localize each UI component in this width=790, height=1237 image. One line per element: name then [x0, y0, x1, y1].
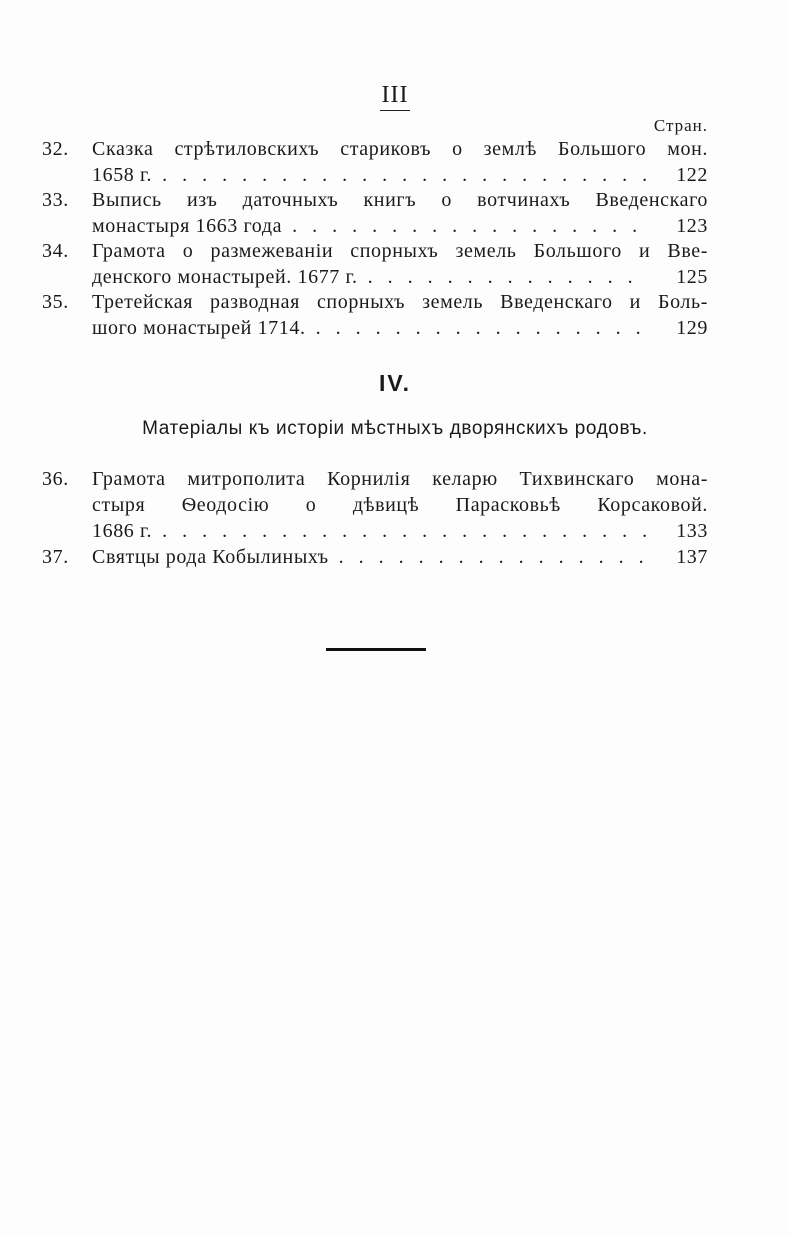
- entry-text-line: монастыря 1663 года . . .: [92, 213, 648, 239]
- toc-entry-35: [42, 289, 708, 341]
- entry-page-number: 133: [676, 520, 708, 542]
- entry-text-line: денского монастырей. 1677 г. . . .: [92, 264, 648, 290]
- toc-entry-33: [42, 187, 708, 239]
- toc-entry-34: [42, 238, 708, 290]
- entry-text-line: шого монастырей 1714. . . .: [92, 315, 648, 341]
- entry-text-line: Выпись изъ даточныхъ книгъ о вотчинахъ Введенскаго: [92, 189, 708, 211]
- section-title: Матеріалы къ исторіи мѣстныхъ дворянскихъ родовъ.: [142, 418, 648, 439]
- entry-number: 34.: [42, 240, 69, 262]
- page-number-header: III: [0, 82, 790, 111]
- toc-entry-36: [42, 466, 708, 544]
- toc-entry-37: [42, 544, 708, 570]
- entry-page-number: 122: [676, 164, 708, 186]
- entry-number: 36.: [42, 468, 69, 490]
- entry-number: 35.: [42, 291, 69, 313]
- pages-column-label: Стран.: [653, 116, 708, 135]
- entry-text-line: Святцы рода Кобылиныхъ . . .: [92, 544, 648, 570]
- entry-text-line: 1686 г. . . .: [92, 518, 648, 544]
- closing-rule: [326, 648, 426, 651]
- entry-text-line: Третейская разводная спорныхъ земель Введенскаго и Боль-: [92, 291, 708, 313]
- entry-page-number: 137: [676, 546, 708, 568]
- entry-number: 33.: [42, 189, 69, 211]
- entry-page-number: 129: [676, 317, 708, 339]
- entry-page-number: 123: [676, 215, 708, 237]
- toc-entry-32: [42, 136, 708, 188]
- entry-text-line: Грамота митрополита Корнилія келарю Тихвинскаго мона-: [92, 468, 708, 490]
- entry-number: 32.: [42, 138, 69, 160]
- entry-text-line: Грамота о размежеваніи спорныхъ земель Большого и Вве-: [92, 240, 708, 262]
- entry-number: 37.: [42, 546, 69, 568]
- entry-page-number: 125: [676, 266, 708, 288]
- section-numeral: IV.: [378, 370, 411, 396]
- entry-text-line: Сказка стрѣтиловскихъ стариковъ о землѣ Большого мон.: [92, 138, 708, 160]
- entry-text-line: стыря Ѳеодосію о дѣвицѣ Парасковьѣ Корсаковой.: [92, 494, 708, 516]
- entry-text-line: 1658 г. . . .: [92, 162, 648, 188]
